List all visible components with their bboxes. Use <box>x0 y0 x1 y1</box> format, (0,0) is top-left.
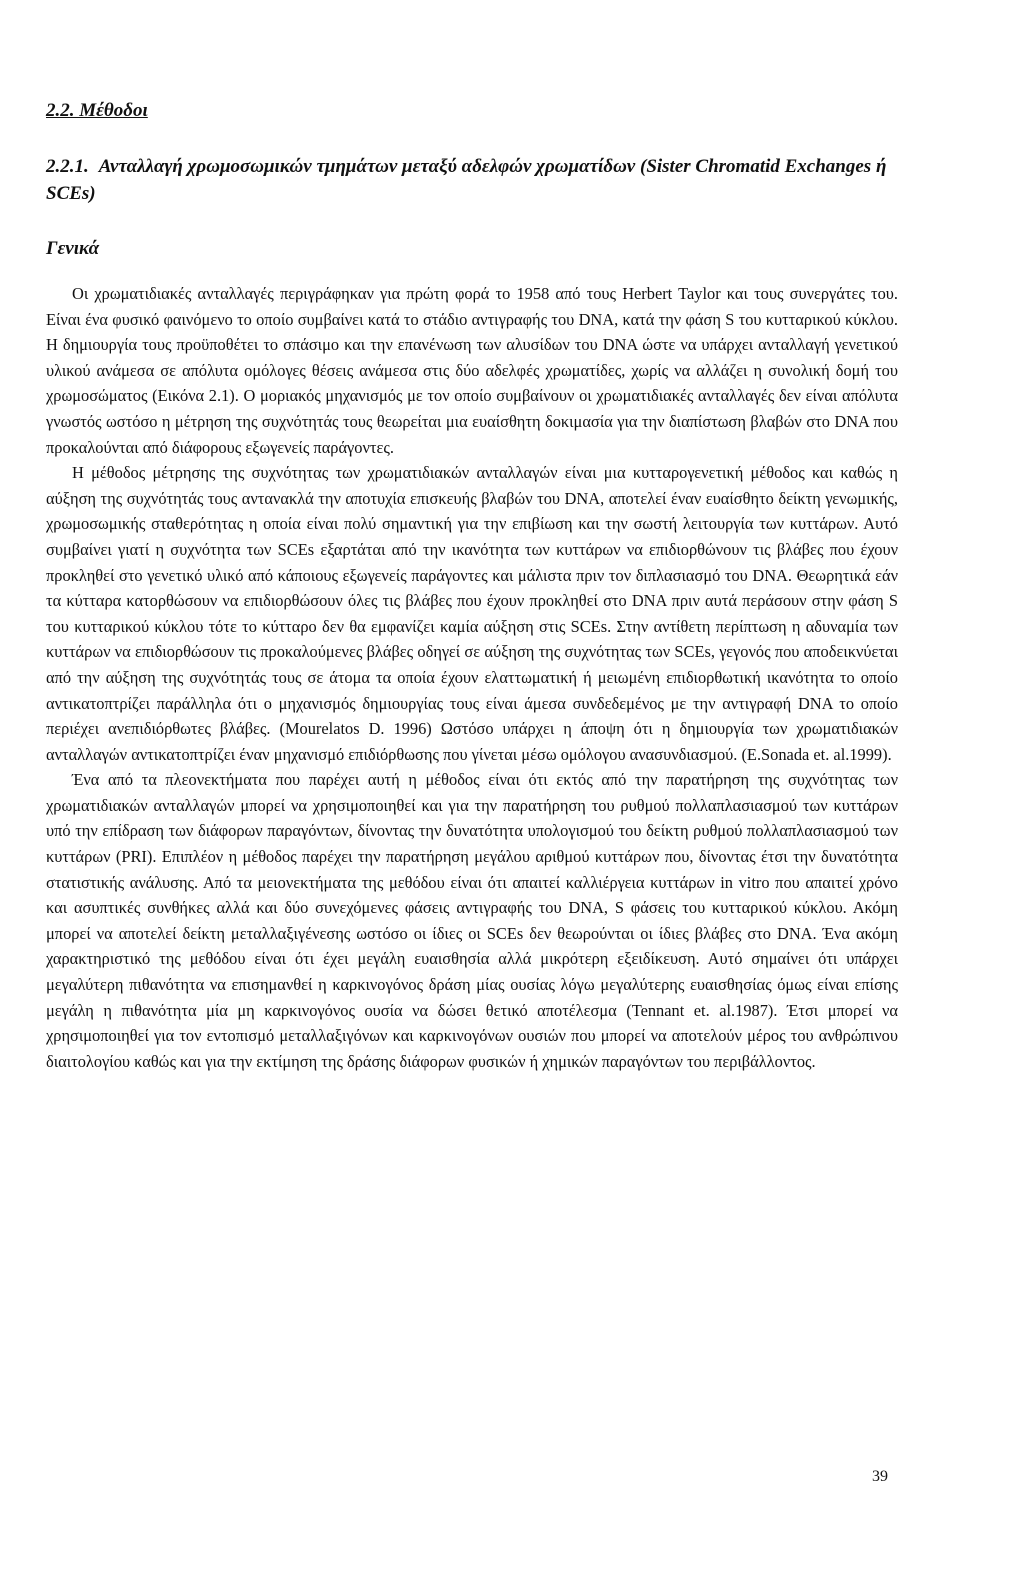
subsection-heading-text: Ανταλλαγή χρωμοσωμικών τμημάτων μεταξύ αδελφών χρωματίδων (Sister Chromatid Exchanges ή SCEs) <box>46 156 887 204</box>
general-label: Γενικά <box>46 238 100 259</box>
paragraph: Ένα από τα πλεονεκτήματα που παρέχει αυτή η μέθοδος είναι ότι εκτός από την παρατήρηση της συχνότητας των χρωματιδιακών ανταλλαγών μπορεί να χρησιμοποιηθεί και για την παρατήρηση του ρυθμού πολλαπλασιασμού των κυττάρων υπό την επίδραση των διάφορων παραγόντων, δίνοντας την δυνατότητα υπολογισμού του δείκτη ρυθμού πολλαπλασιασμού των κυττάρων (PRI). Επιπλέον η μέθοδος παρέχει την παρατήρηση μεγάλου αριθμού κυττάρων που, δίνοντας έτσι την δυνατότητα στατιστικής ανάλυσης. Από τα μειονεκτήματα της μεθόδου είναι ότι απαιτεί καλλιέργεια κυττάρων in vitro που απαιτεί χρόνο και ασυπτικές συνθήκες αλλά και δύο συνεχόμενες φάσεις αντιγραφής του DNA, S φάσεις του κυτταρικού κύκλου. Ακόμη μπορεί να αποτελεί δείκτη μεταλλαξιγένεσης ωστόσο οι ίδιες οι SCEs δεν θεωρούνται οι ίδιες βλάβες στο DNA. Ένα ακόμη χαρακτηριστικό της μεθόδου είναι ότι έχει μεγάλη ευαισθησία αλλά μικρότερη εξειδίκευση. Αυτό σημαίνει ότι υπάρχει μεγαλύτερη πιθανότητα να επισημανθεί η καρκινογόνος δράση μίας ουσίας λόγω μεγαλύτερης ευαισθησίας όμως είναι επίσης μεγάλη η πιθανότητα μία μη καρκινογόνος ουσία να δώσει θετικό αποτέλεσμα (Tennant et. al.1987). Έτσι μπορεί να χρησιμοποιηθεί για τον εντοπισμό μεταλλαξιγόνων και καρκινογόνων ουσιών που μπορεί να αποτελούν μέρος του ανθρώπινου διαιτολογίου καθώς και για την εκτίμηση της δράσης διάφορων φυσικών ή χημικών παραγόντων του περιβάλλοντος. <box>46 770 898 1071</box>
paragraph: Οι χρωματιδιακές ανταλλαγές περιγράφηκαν για πρώτη φορά το 1958 από τους Herbert Taylor και τους συνεργάτες του. Είναι ένα φυσικό φαινόμενο το οποίο συμβαίνει κατά το στάδιο αντιγραφής του DNA, κατά την φάση S του κυτταρικού κύκλου. Η δημιουργία τους προϋποθέτει το σπάσιμο και την επανένωση των αλυσίδων του DNA ώστε να υπάρχει ανταλλαγή γενετικού υλικού ανάμεσα σε απόλυτα ομόλογες θέσεις ανάμεσα στις δύο αδελφές χρωματίδες, χωρίς να αλλάζει η συνολική δομή του χρωμοσώματος (Εικόνα 2.1). Ο μοριακός μηχανισμός με τον οποίο συμβαίνουν οι χρωματιδιακές ανταλλαγές δεν είναι απόλυτα γνωστός ωστόσο η μέτρηση της συχνότητάς τους θεωρείται μια ευαίσθητη δοκιμασία για την διαπίστωση βλαβών στο DNA που προκαλούνται από διάφορους εξωγενείς παράγοντες. <box>46 284 898 457</box>
body-text <box>46 281 898 1074</box>
paragraph: Η μέθοδος μέτρησης της συχνότητας των χρωματιδιακών ανταλλαγών είναι μια κυτταρογενετική μέθοδος και καθώς η αύξηση της συχνότητάς τους αντανακλά την αποτυχία επισκευής βλαβών του DNA, αποτελεί έναν ευαίσθητο δείκτη γενωμικής, χρωμοσωμικής σταθερότητας η οποία είναι πολύ σημαντική για την επιβίωση και την σωστή λειτουργία των κυττάρων. Αυτό συμβαίνει γιατί η συχνότητα των SCEs εξαρτάται από την ικανότητα των κυττάρων να επιδιορθώνουν τις βλάβες που έχουν προκληθεί στο γενετικό υλικό από κάποιους εξωγενείς παράγοντες και μάλιστα πριν τον διπλασιασμό του DNA. Θεωρητικά εάν τα κύτταρα κατορθώσουν να επιδιορθώσουν όλες τις βλάβες που έχουν προκληθεί στο DNA πριν αυτά περάσουν στην φάση S του κυτταρικού κύκλου τότε το κύτταρο δεν θα εμφανίζει καμία αύξηση στις SCEs. Στην αντίθετη περίπτωση η αδυναμία των κυττάρων να επιδιορθώσουν τις προκαλούμενες βλάβες οδηγεί σε αύξηση της συχνότητας των SCEs, γεγονός που αποδεικνύεται από την αύξηση της συχνότητάς τους σε άτομα τα οποία έχουν ελαττωματική ή μειωμένη επιδιορθωτική ικανότητα το οποίο αντικατοπτρίζει παράλληλα ότι ο μηχανισμός δημιουργίας τους είναι άμεσα συνδεδεμένος με την αντιγραφή DNA το οποίο περιέχει ανεπιδιόρθωτες βλάβες. (Mourelatos D. 1996) Ωστόσο υπάρχει η άποψη ότι η δημιουργία των χρωματιδιακών ανταλλαγών αντικατοπτρίζει έναν μηχανισμό επιδιόρθωσης που γίνεται μέσω ομόλογου ανασυνδιασμού. (E.Sonada et. al.1999). <box>46 463 898 764</box>
subsection-number: 2.2.1. <box>46 156 89 177</box>
page-number: 39 <box>872 1468 888 1485</box>
section-title: 2.2. Μέθοδοι <box>46 100 148 121</box>
subsection-title <box>46 153 898 207</box>
